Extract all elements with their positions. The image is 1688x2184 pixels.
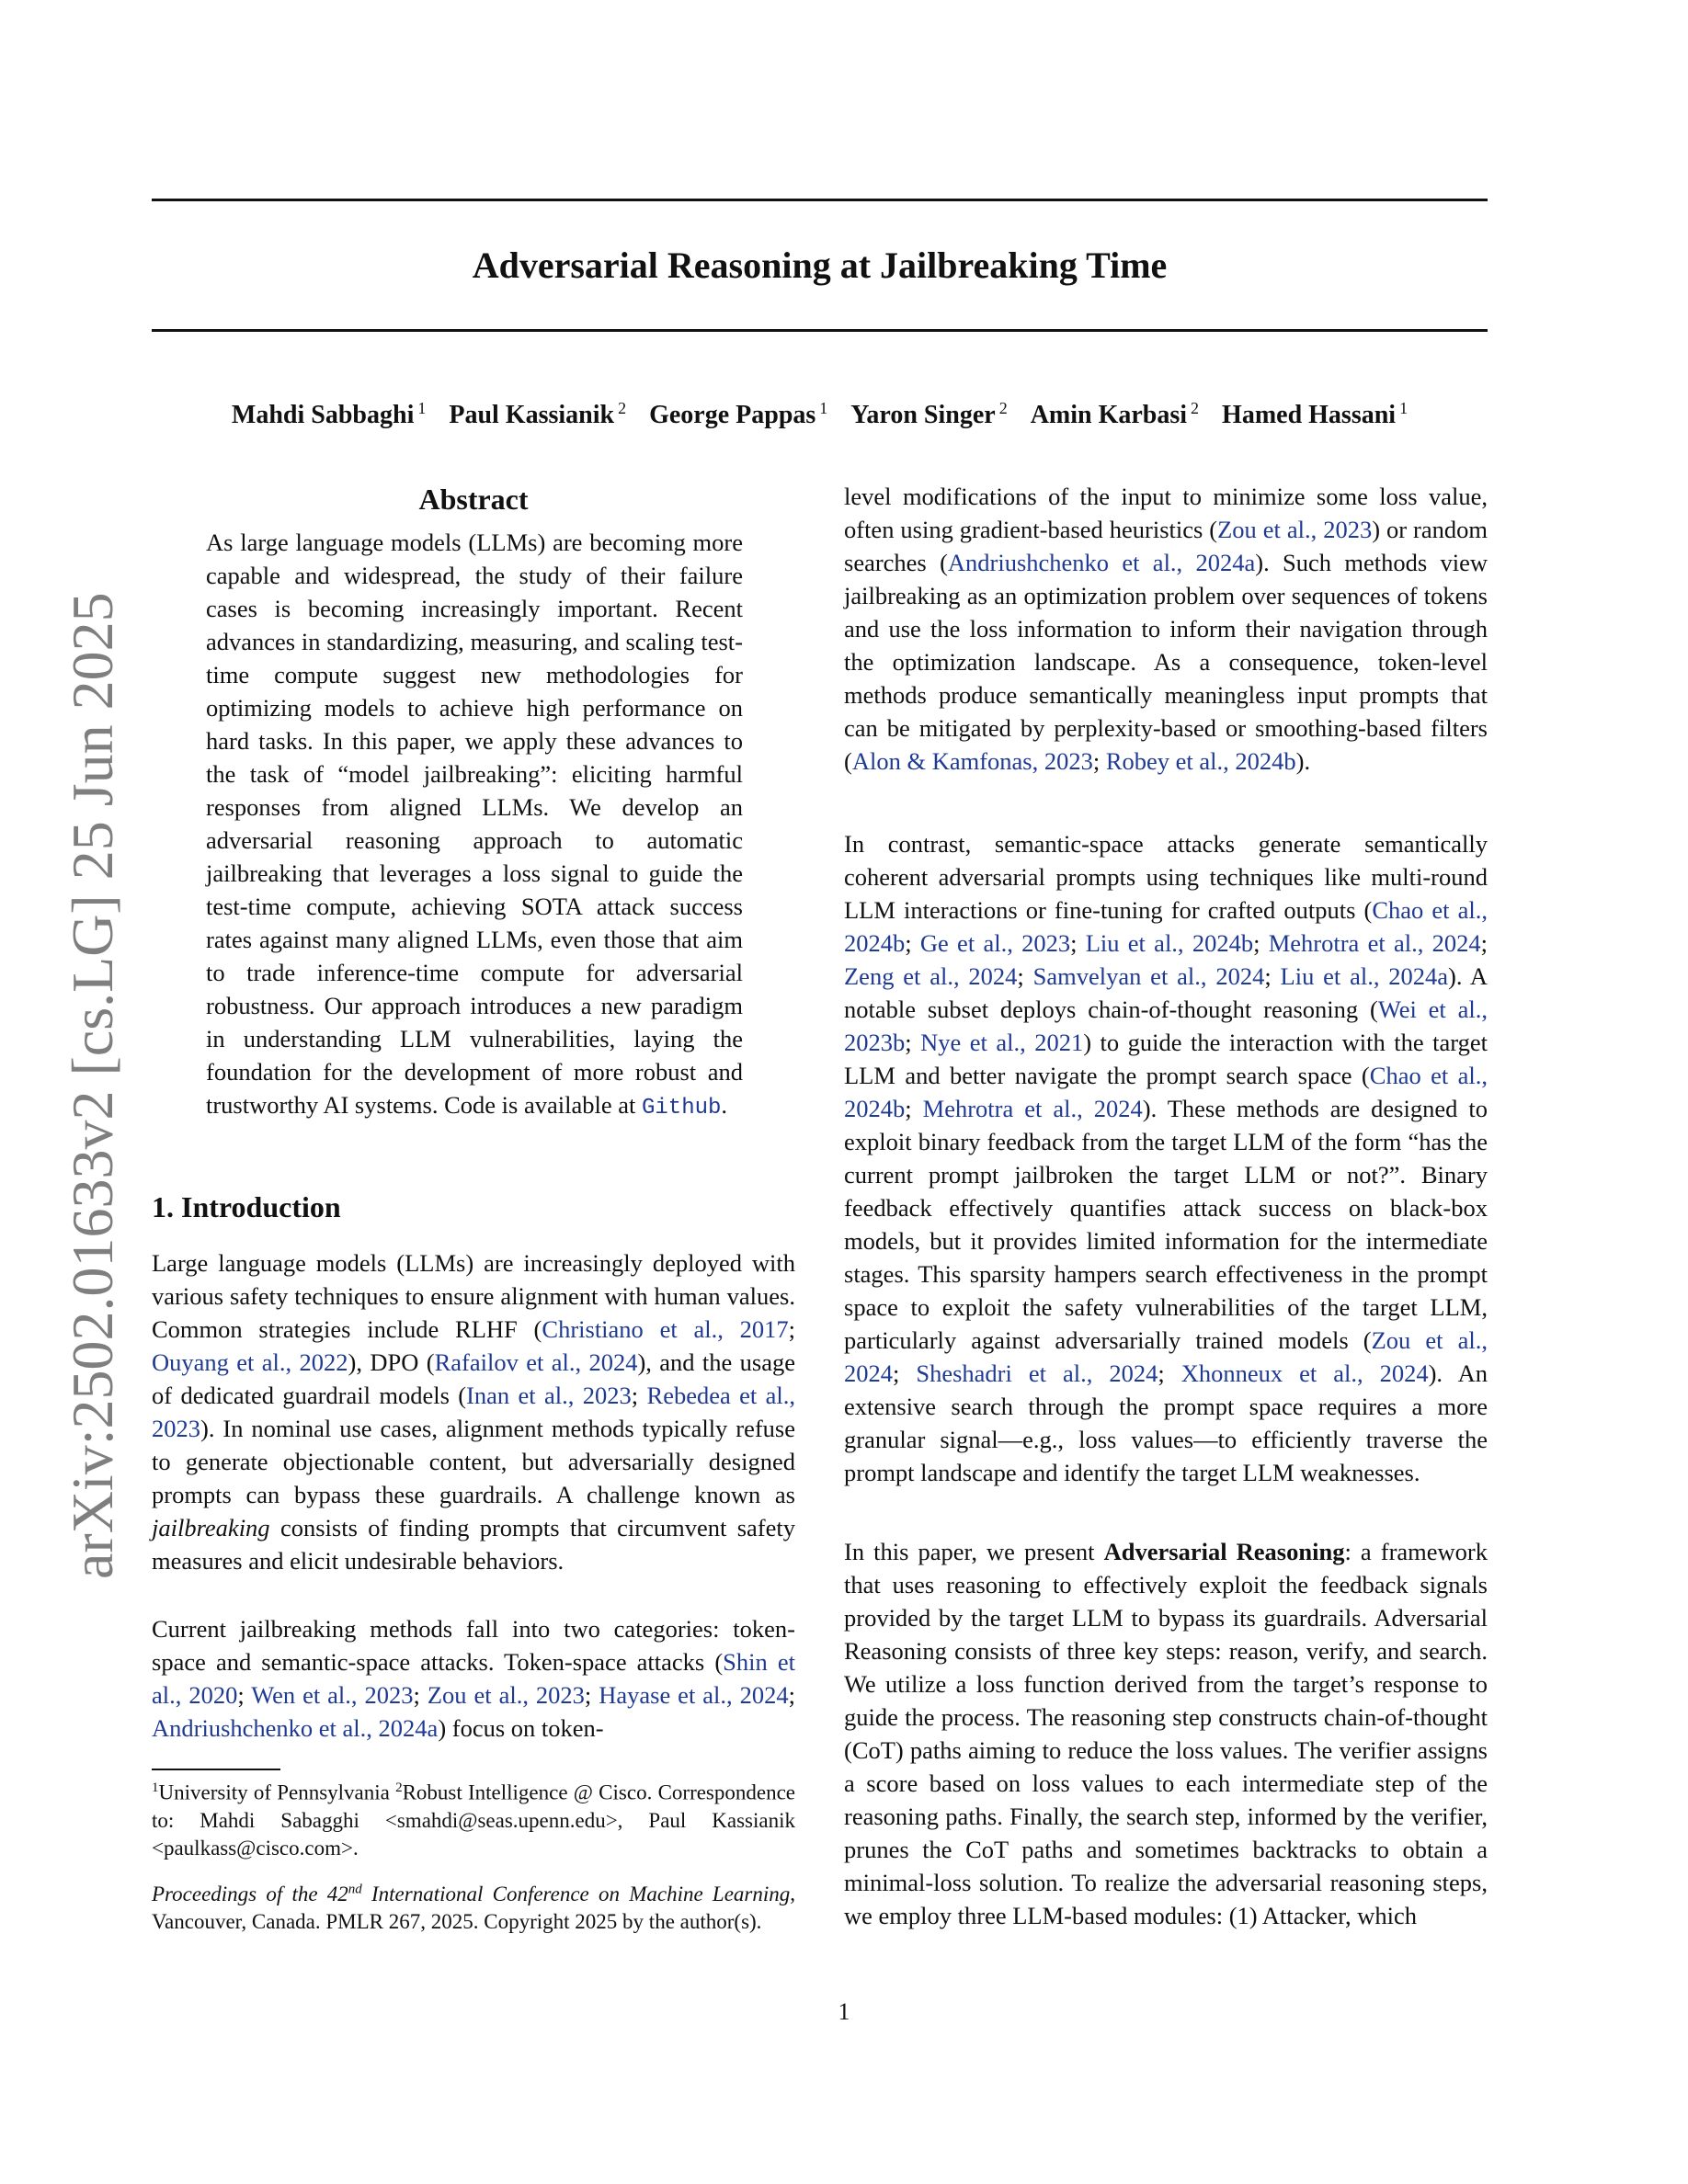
citation-link[interactable]: Xhonneux et al., 2024 <box>1180 1359 1429 1387</box>
citation-link[interactable]: Inan et al., 2023 <box>466 1382 632 1409</box>
citation-link[interactable]: Zou et al., 2023 <box>1217 516 1373 543</box>
author: Mahdi Sabbaghi $^1$ <box>231 399 427 430</box>
citation-link[interactable]: Christiano et al., 2017 <box>542 1315 789 1343</box>
author: Yaron Singer $^2$ <box>850 399 1008 430</box>
footnote-rule <box>152 1769 280 1770</box>
author-list <box>152 390 1488 434</box>
citation-link[interactable]: Zeng et al., 2024 <box>844 962 1018 990</box>
page-number: 1 <box>838 1998 850 2025</box>
citation-link[interactable]: Zou et al., 2023 <box>427 1681 585 1709</box>
section-heading-introduction: 1. Introduction <box>152 1190 341 1223</box>
citation-link[interactable]: Ouyang et al., 2022 <box>152 1348 348 1376</box>
citation-link[interactable]: Wen et al., 2023 <box>251 1681 414 1709</box>
citation-link[interactable]: Andriushchenko et al., 2024a <box>152 1714 439 1742</box>
citation-link[interactable]: Mehrotra et al., 2024 <box>922 1095 1143 1122</box>
intro-paragraph-1: Large language models (LLMs) are increasingly deployed with various safety techniques to ensure alignment with human values. Common strategies include RLHF (Christiano et al., 2017; Ouyang et al., 2022), DPO (Rafailov et al., 2024), and the usage of dedicated guardrail models (Inan et al., 2023; Rebedea et al., 2023). In nominal use cases, alignment methods typically refuse to generate objectionable content, but adversarially designed prompts can bypass these guardrails. A challenge known as jailbreaking consists of finding prompts that circumvent safety measures and elicit undesirable behaviors. <box>152 1249 795 1575</box>
citation-link[interactable]: Alon & Kamfonas, 2023 <box>851 747 1093 775</box>
citation-link[interactable]: Sheshadri et al., 2024 <box>916 1359 1158 1387</box>
citation-link[interactable]: Hayase et al., 2024 <box>599 1681 789 1709</box>
author: Paul Kassianik $^2$ <box>449 399 627 430</box>
citation-link[interactable]: Ge et al., 2023 <box>919 929 1071 957</box>
citation-link[interactable]: Shin et al., 2020 <box>152 1648 795 1709</box>
intro-paragraph-2: Current jailbreaking methods fall into two categories: token-space and semantic-space attacks. Token-space attacks (Shin et al., 2020; Wen et al., 2023; Zou et al., 2023; Hayase et al., 2024; Andriushchenko et al., 2024a) focus on token- <box>152 1615 795 1742</box>
citation-link[interactable]: Andriushchenko et al., 2024a <box>947 549 1256 576</box>
citation-link[interactable]: Rebedea et al., 2023 <box>152 1382 795 1442</box>
paper-title: Adversarial Reasoning at Jailbreaking Time <box>472 245 1168 286</box>
arxiv-stamp[interactable]: arXiv:2502.01633v2 [cs.LG] 25 Jun 2025 <box>60 592 125 1579</box>
title-bottom-rule <box>152 329 1488 332</box>
github-link[interactable]: Github <box>642 1096 722 1120</box>
citation-link[interactable]: Zou et al., 2024 <box>844 1326 1488 1387</box>
author: Hamed Hassani $^1$ <box>1222 399 1409 430</box>
citation-link[interactable]: Liu et al., 2024b <box>1085 929 1254 957</box>
abstract-body: As large language models (LLMs) are becoming more capable and widespread, the study of their failure cases is becoming increasingly important. Recent advances in standardizing, measuring, and scaling test-time compute suggest new methodologies for optimizing models to achieve high performance on hard tasks. In this paper, we apply these advances to the task of “model jailbreaking”: eliciting harmful responses from aligned LLMs. We develop an adversarial reasoning approach to automatic jailbreaking that leverages a loss signal to guide the test-time compute, achieving SOTA attack success rates against many aligned LLMs, even those that aim to trade inference-time compute for adversarial robustness. Our approach introduces a new paradigm in understanding LLM vulnerabilities, laying the foundation for the development of more robust and trustworthy AI systems. Code is available at Github. <box>206 529 743 1120</box>
author: Amin Karbasi $^2$ <box>1030 399 1200 430</box>
citation-link[interactable]: Robey et al., 2024b <box>1105 747 1296 775</box>
proceedings-note: Proceedings of the 42nd International Conference on Machine Learning, Vancouver, Canada. PMLR 267, 2025. Copyright 2025 by the author(s). <box>152 1882 795 1933</box>
citation-link[interactable]: Chao et al., 2024b <box>844 1062 1488 1122</box>
citation-link[interactable]: Samvelyan et al., 2024 <box>1032 962 1265 990</box>
citation-link[interactable]: Mehrotra et al., 2024 <box>1268 929 1481 957</box>
right-paragraph-3: In this paper, we present Adversarial Reasoning: a framework that uses reasoning to effectively exploit the feedback signals provided by the target LLM to bypass its guardrails. Adversarial Reasoning consists of three key steps: reason, verify, and search. We utilize a loss function derived from the target’s response to guide the process. The reasoning step constructs chain-of-thought (CoT) paths aiming to reduce the loss values. The verifier assigns a score based on loss values to each intermediate step of the reasoning paths. Finally, the search step, informed by the verifier, prunes the CoT paths and sometimes backtracks to obtain a minimal-loss solution. To realize the adversarial reasoning steps, we employ three LLM-based modules: (1) Attacker, which <box>844 1538 1488 1929</box>
citation-link[interactable]: Liu et al., 2024a <box>1280 962 1449 990</box>
citation-link[interactable]: Wei et al., 2023b <box>844 995 1488 1056</box>
affiliation-footnote: $^1$University of Pennsylvania $^2$Robust Intelligence @ Cisco. Correspondence to: Mahdi Sabagghi <smahdi@seas.upenn.edu>, Paul Kassianik <paulkass@cisco.com>. <box>152 1780 796 1860</box>
citation-link[interactable]: Chao et al., 2024b <box>844 896 1488 957</box>
author: George Pappas $^1$ <box>649 399 828 430</box>
title-top-rule <box>152 199 1488 201</box>
abstract-heading: Abstract <box>418 483 529 516</box>
right-paragraph-1: level modifications of the input to minimize some loss value, often using gradient-based heuristics (Zou et al., 2023) or random searches (Andriushchenko et al., 2024a). Such methods view jailbreaking as an optimization problem over sequences of tokens and use the loss information to inform their navigation through the optimization landscape. As a consequence, token-level methods produce semantically meaningless input prompts that can be mitigated by perplexity-based or smoothing-based filters (Alon & Kamfonas, 2023; Robey et al., 2024b). <box>844 483 1488 775</box>
right-paragraph-2: In contrast, semantic-space attacks generate semantically coherent adversarial prompts using techniques like multi-round LLM interactions or fine-tuning for crafted outputs (Chao et al., 2024b; Ge et al., 2023; Liu et al., 2024b; Mehrotra et al., 2024; Zeng et al., 2024; Samvelyan et al., 2024; Liu et al., 2024a). A notable subset deploys chain-of-thought reasoning (Wei et al., 2023b; Nye et al., 2021) to guide the interaction with the target LLM and better navigate the prompt search space (Chao et al., 2024b; Mehrotra et al., 2024). These methods are designed to exploit binary feedback from the target LLM of the form “has the current prompt jailbroken the target LLM or not?”. Binary feedback effectively quantifies attack success on black-box models, but it provides limited information for the intermediate stages. This sparsity hampers search effectiveness in the prompt space to exploit the safety vulnerabilities of the target LLM, particularly against adversarially trained models (Zou et al., 2024; Sheshadri et al., 2024; Xhonneux et al., 2024). An extensive search through the prompt space requires a more granular signal—e.g., loss values—to efficiently traverse the prompt landscape and identify the target LLM weaknesses. <box>844 830 1488 1486</box>
citation-link[interactable]: Nye et al., 2021 <box>920 1029 1084 1056</box>
citation-link[interactable]: Rafailov et al., 2024 <box>434 1348 638 1376</box>
